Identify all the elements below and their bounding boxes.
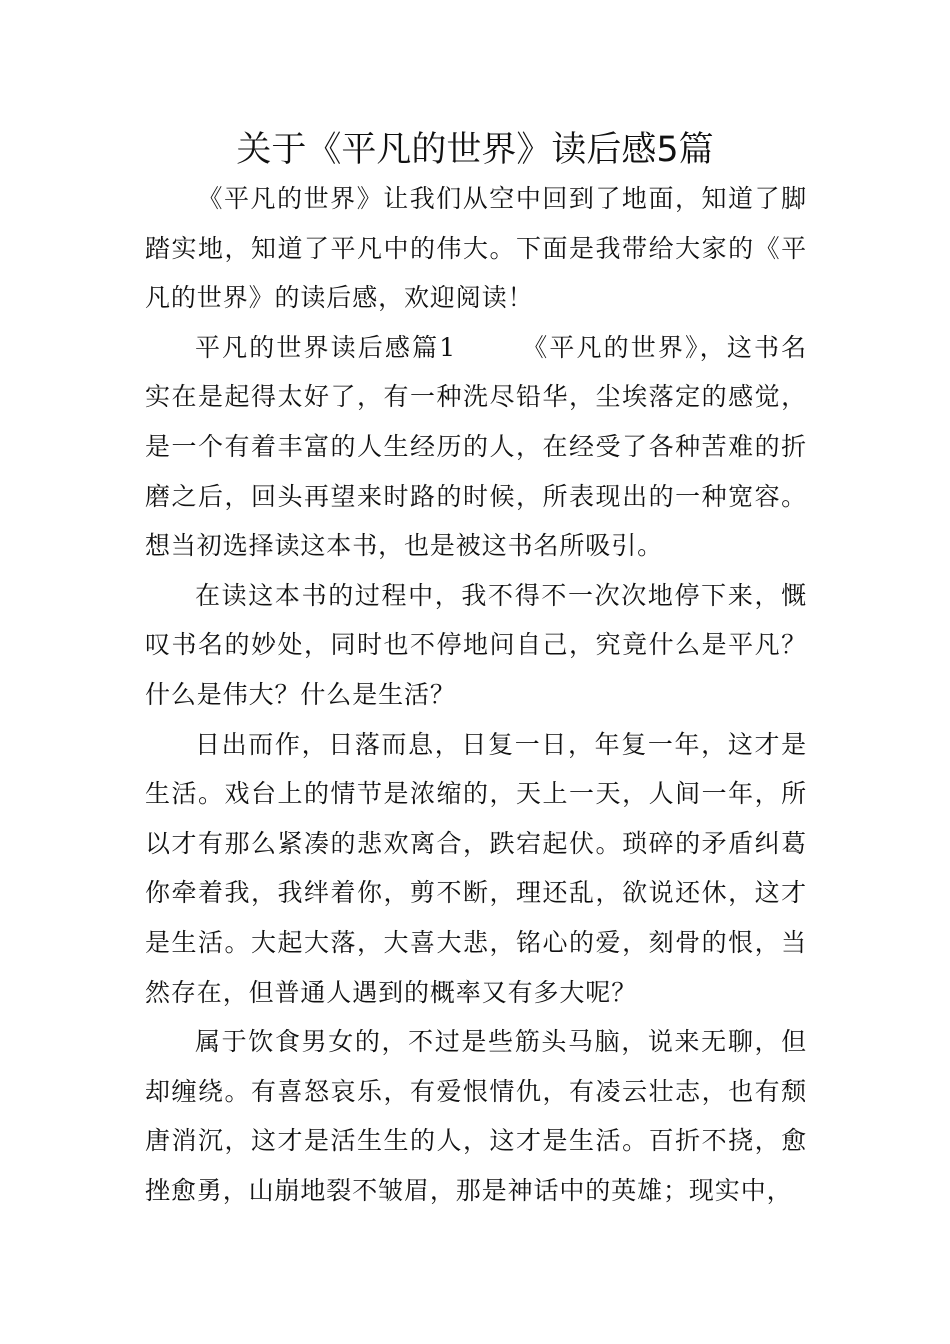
intro-paragraph: 《平凡的世界》让我们从空中回到了地面，知道了脚踏实地，知道了平凡中的伟大。下面是我带给大家的《平凡的世界》的读后感，欢迎阅读！ [145, 184, 807, 313]
paragraph-3: 日出而作，日落而息，日复一日，年复一年，这才是生活。戏台上的情节是浓缩的，天上一天，人间一年，所以才有那么紧凑的悲欢离合，跌宕起伏。琐碎的矛盾纠葛你牵着我，我绊着你，剪不断，理还乱，欲说还休，这才是生活。大起大落，大喜大悲，铭心的爱，刻骨的恨，当然存在，但普通人遇到的概率又有多大呢？ [145, 729, 807, 1007]
section-1-text: 《平凡的世界》，这书名实在是起得太好了，有一种洗尽铅华，尘埃落定的感觉，是一个有着丰富的人生经历的人，在经受了各种苦难的折磨之后，回头再望来时路的时候，所表现出的一种宽容。想当初选择读这本书，也是被这书名所吸引。 [145, 332, 807, 561]
paragraph-2: 在读这本书的过程中，我不得不一次次地停下来，慨叹书名的妙处，同时也不停地问自己，究竟什么是平凡？什么是伟大？什么是生活？ [145, 580, 807, 709]
section-heading: 平凡的世界读后感篇1 [195, 332, 457, 362]
document-body [145, 174, 807, 1215]
section-1-paragraph [145, 323, 807, 571]
paragraph-4: 属于饮食男女的，不过是些筋头马脑，说来无聊，但却缠绕。有喜怒哀乐，有爱恨情仇，有凌云壮志，也有颓唐消沉，这才是活生生的人，这才是生活。百折不挠，愈挫愈勇，山崩地裂不皱眉，那是神话中的英雄；现实中， [145, 1027, 807, 1205]
document-title: 关于《平凡的世界》读后感5篇 [236, 130, 714, 170]
